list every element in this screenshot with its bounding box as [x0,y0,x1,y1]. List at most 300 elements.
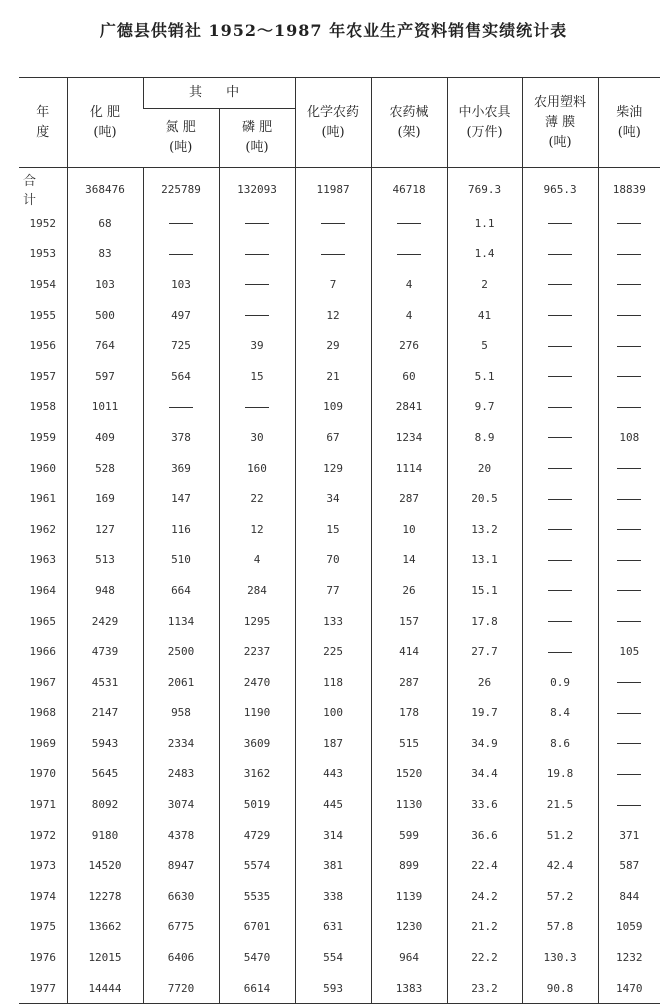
cell-year: 1970 [29,767,56,781]
cell-phosphate [219,392,295,423]
cell-fertilizer: 9180 [67,820,143,851]
cell-phosphate: 22 [219,483,295,514]
cell-phosphate: 3162 [219,759,295,790]
empty-dash [548,652,572,653]
empty-dash [245,315,269,316]
empty-dash [617,407,641,408]
empty-dash [548,468,572,469]
empty-dash [169,223,193,224]
cell-pesticide: 12 [295,300,371,331]
empty-dash [397,254,421,255]
cell-nitrogen: 725 [143,330,219,361]
cell-small-tools: 5.1 [447,361,522,392]
cell-nitrogen [143,239,219,270]
cell-year: 1975 [29,920,56,934]
cell-year: 1959 [29,430,56,444]
cell-diesel [598,361,660,392]
sales-statistics-table [19,77,660,1004]
table-title: 广德县供销社 1952～1987 年农业生产资料销售实绩统计表 [99,21,568,40]
cell-fertilizer: 409 [67,422,143,453]
cell-sprayer [371,208,447,239]
cell-sprayer: 515 [371,728,447,759]
cell-plastic-film [522,208,598,239]
cell-year: 1969 [29,736,56,750]
empty-dash [548,407,572,408]
cell-plastic-film: 19.8 [522,759,598,790]
cell-year: 1955 [29,308,56,322]
cell-fertilizer: 368476 [67,168,143,209]
cell-plastic-film [522,483,598,514]
cell-pesticide: 593 [295,973,371,1004]
cell-phosphate: 30 [219,422,295,453]
cell-plastic-film [522,636,598,667]
table-row [19,545,660,576]
cell-nitrogen: 225789 [143,168,219,209]
cell-plastic-film: 965.3 [522,168,598,209]
table-row [19,636,660,667]
cell-year: 1952 [29,216,56,230]
header-of-which: 其 中 [143,78,295,109]
empty-dash [169,407,193,408]
empty-dash [548,315,572,316]
cell-diesel [598,483,660,514]
cell-nitrogen: 369 [143,453,219,484]
cell-pesticide: 225 [295,636,371,667]
cell-year: 1963 [29,553,56,567]
cell-diesel: 1470 [598,973,660,1004]
cell-fertilizer: 127 [67,514,143,545]
cell-diesel [598,606,660,637]
table-row [19,300,660,331]
cell-pesticide [295,208,371,239]
cell-nitrogen: 1134 [143,606,219,637]
cell-small-tools: 20.5 [447,483,522,514]
cell-phosphate: 5470 [219,942,295,973]
cell-phosphate: 284 [219,575,295,606]
cell-sprayer: 899 [371,850,447,881]
cell-plastic-film [522,545,598,576]
table-body [19,168,660,1004]
cell-plastic-film [522,269,598,300]
cell-phosphate: 12 [219,514,295,545]
cell-sprayer: 1139 [371,881,447,912]
table-row [19,728,660,759]
cell-small-tools: 27.7 [447,636,522,667]
empty-dash [169,254,193,255]
empty-dash [397,223,421,224]
cell-pesticide: 29 [295,330,371,361]
cell-small-tools: 22.2 [447,942,522,973]
cell-phosphate: 15 [219,361,295,392]
empty-dash [548,621,572,622]
cell-sprayer: 4 [371,300,447,331]
empty-dash [548,499,572,500]
empty-dash [321,254,345,255]
cell-nitrogen: 4378 [143,820,219,851]
cell-year: 1974 [29,889,56,903]
empty-dash [617,529,641,530]
cell-diesel: 108 [598,422,660,453]
cell-fertilizer: 764 [67,330,143,361]
empty-dash [617,468,641,469]
cell-year: 1972 [29,828,56,842]
table-row [19,667,660,698]
table-row [19,850,660,881]
cell-year: 1977 [19,973,67,1004]
cell-diesel [598,239,660,270]
header-year: 年 度 [19,78,67,168]
cell-fertilizer: 13662 [67,912,143,943]
table-row [19,575,660,606]
cell-diesel [598,514,660,545]
empty-dash [617,223,641,224]
cell-pesticide: 11987 [295,168,371,209]
header-sprayer: 农药械 (架) [371,78,447,168]
cell-pesticide: 314 [295,820,371,851]
cell-fertilizer: 68 [67,208,143,239]
cell-plastic-film: 8.6 [522,728,598,759]
empty-dash [548,590,572,591]
cell-year: 1961 [29,492,56,506]
table-row [19,606,660,637]
cell-year: 1966 [29,645,56,659]
cell-pesticide: 554 [295,942,371,973]
empty-dash [617,376,641,377]
table-row [19,453,660,484]
cell-nitrogen: 6775 [143,912,219,943]
cell-year: 1956 [29,339,56,353]
cell-plastic-film [522,575,598,606]
cell-year: 1976 [29,951,56,965]
table-row [19,698,660,729]
table-row [19,759,660,790]
cell-nitrogen: 116 [143,514,219,545]
cell-pesticide: 445 [295,789,371,820]
cell-fertilizer: 4531 [67,667,143,698]
cell-pesticide: 70 [295,545,371,576]
cell-year: 1962 [29,522,56,536]
empty-dash [617,621,641,622]
cell-plastic-film [522,300,598,331]
cell-phosphate: 5535 [219,881,295,912]
cell-sprayer: 1230 [371,912,447,943]
cell-diesel: 18839 [598,168,660,209]
cell-small-tools: 24.2 [447,881,522,912]
empty-dash [548,284,572,285]
cell-fertilizer: 169 [67,483,143,514]
cell-pesticide: 118 [295,667,371,698]
header-nitrogen: 氮 肥 (吨) [143,109,219,168]
cell-fertilizer: 5645 [67,759,143,790]
empty-dash [548,437,572,438]
cell-sprayer: 26 [371,575,447,606]
cell-phosphate [219,239,295,270]
empty-dash [548,223,572,224]
cell-fertilizer: 12015 [67,942,143,973]
cell-pesticide: 631 [295,912,371,943]
cell-year: 1971 [29,798,56,812]
header-plastic-film: 农用塑料 薄 膜 (吨) [522,78,598,168]
cell-plastic-film [522,330,598,361]
cell-sprayer: 4 [371,269,447,300]
cell-nitrogen: 6630 [143,881,219,912]
cell-year: 1953 [29,247,56,261]
table-row [19,483,660,514]
cell-diesel: 371 [598,820,660,851]
table-row [19,942,660,973]
cell-small-tools: 22.4 [447,850,522,881]
cell-fertilizer: 1011 [67,392,143,423]
cell-nitrogen: 6406 [143,942,219,973]
cell-small-tools: 2 [447,269,522,300]
cell-fertilizer: 8092 [67,789,143,820]
cell-sprayer: 2841 [371,392,447,423]
cell-pesticide [295,239,371,270]
cell-pesticide: 21 [295,361,371,392]
table-row [19,912,660,943]
cell-phosphate [219,208,295,239]
cell-pesticide: 100 [295,698,371,729]
cell-nitrogen [143,392,219,423]
cell-plastic-film [522,606,598,637]
table-row [19,330,660,361]
empty-dash [548,376,572,377]
cell-pesticide: 7 [295,269,371,300]
cell-diesel [598,728,660,759]
cell-small-tools: 33.6 [447,789,522,820]
cell-sprayer: 1130 [371,789,447,820]
empty-dash [548,346,572,347]
cell-year: 1967 [29,675,56,689]
cell-phosphate: 2237 [219,636,295,667]
cell-diesel [598,208,660,239]
cell-pesticide: 109 [295,392,371,423]
table-row [19,208,660,239]
cell-small-tools: 5 [447,330,522,361]
cell-sprayer: 46718 [371,168,447,209]
cell-sprayer: 14 [371,545,447,576]
cell-phosphate: 5019 [219,789,295,820]
cell-phosphate [219,269,295,300]
cell-nitrogen: 958 [143,698,219,729]
empty-dash [617,805,641,806]
header-diesel: 柴油 (吨) [598,78,660,168]
cell-fertilizer: 12278 [67,881,143,912]
cell-diesel: 105 [598,636,660,667]
empty-dash [617,346,641,347]
cell-sprayer: 414 [371,636,447,667]
cell-year: 合 计 [23,174,49,208]
cell-small-tools: 8.9 [447,422,522,453]
empty-dash [548,560,572,561]
cell-pesticide: 15 [295,514,371,545]
empty-dash [617,774,641,775]
cell-pesticide: 77 [295,575,371,606]
cell-fertilizer: 528 [67,453,143,484]
cell-small-tools: 34.9 [447,728,522,759]
cell-phosphate: 2470 [219,667,295,698]
cell-plastic-film: 57.2 [522,881,598,912]
cell-year: 1957 [29,369,56,383]
table-row [19,269,660,300]
cell-small-tools: 13.2 [447,514,522,545]
cell-fertilizer: 4739 [67,636,143,667]
cell-nitrogen: 564 [143,361,219,392]
cell-plastic-film: 51.2 [522,820,598,851]
cell-diesel [598,575,660,606]
cell-nitrogen: 147 [143,483,219,514]
cell-year: 1954 [29,277,56,291]
table-row [19,514,660,545]
cell-diesel: 587 [598,850,660,881]
cell-small-tools: 41 [447,300,522,331]
cell-year: 1964 [29,583,56,597]
cell-plastic-film: 21.5 [522,789,598,820]
cell-diesel [598,545,660,576]
cell-plastic-film [522,392,598,423]
cell-plastic-film [522,514,598,545]
cell-phosphate: 6614 [219,973,295,1004]
cell-pesticide: 34 [295,483,371,514]
cell-fertilizer: 2147 [67,698,143,729]
cell-fertilizer: 5943 [67,728,143,759]
cell-fertilizer: 14520 [67,850,143,881]
cell-pesticide: 338 [295,881,371,912]
cell-plastic-film: 90.8 [522,973,598,1004]
empty-dash [617,590,641,591]
header-phosphate: 磷 肥 (吨) [219,109,295,168]
cell-sprayer: 287 [371,667,447,698]
cell-nitrogen [143,208,219,239]
empty-dash [617,560,641,561]
empty-dash [617,499,641,500]
cell-pesticide: 67 [295,422,371,453]
cell-small-tools: 36.6 [447,820,522,851]
cell-small-tools: 26 [447,667,522,698]
empty-dash [245,407,269,408]
cell-nitrogen: 2483 [143,759,219,790]
cell-sprayer: 157 [371,606,447,637]
cell-sprayer: 1114 [371,453,447,484]
cell-phosphate: 5574 [219,850,295,881]
cell-nitrogen: 497 [143,300,219,331]
cell-small-tools: 769.3 [447,168,522,209]
cell-nitrogen: 103 [143,269,219,300]
cell-diesel [598,269,660,300]
cell-pesticide: 187 [295,728,371,759]
table-row [19,239,660,270]
cell-small-tools: 1.1 [447,208,522,239]
cell-plastic-film: 130.3 [522,942,598,973]
table-row [19,422,660,453]
cell-plastic-film [522,422,598,453]
cell-fertilizer: 14444 [67,973,143,1004]
cell-phosphate: 1190 [219,698,295,729]
table-row [19,973,660,1004]
empty-dash [245,284,269,285]
cell-small-tools: 34.4 [447,759,522,790]
cell-sprayer: 178 [371,698,447,729]
empty-dash [617,682,641,683]
cell-diesel [598,667,660,698]
cell-nitrogen: 378 [143,422,219,453]
cell-small-tools: 20 [447,453,522,484]
cell-fertilizer: 948 [67,575,143,606]
cell-year: 1958 [29,400,56,414]
cell-year: 1968 [29,706,56,720]
cell-nitrogen: 3074 [143,789,219,820]
table-row [19,820,660,851]
cell-nitrogen: 664 [143,575,219,606]
cell-diesel [598,698,660,729]
header-pesticide: 化学农药 (吨) [295,78,371,168]
cell-plastic-film: 0.9 [522,667,598,698]
cell-sprayer: 60 [371,361,447,392]
cell-diesel [598,330,660,361]
table-row [19,392,660,423]
cell-small-tools: 15.1 [447,575,522,606]
cell-diesel [598,300,660,331]
cell-small-tools: 1.4 [447,239,522,270]
cell-plastic-film [522,453,598,484]
header-fertilizer: 化 肥 (吨) [67,78,143,168]
cell-small-tools: 19.7 [447,698,522,729]
cell-diesel [598,392,660,423]
cell-plastic-film: 42.4 [522,850,598,881]
cell-sprayer: 1383 [371,973,447,1004]
empty-dash [548,529,572,530]
cell-phosphate: 4729 [219,820,295,851]
cell-year: 1965 [29,614,56,628]
cell-sprayer: 276 [371,330,447,361]
cell-diesel [598,453,660,484]
cell-small-tools: 17.8 [447,606,522,637]
cell-phosphate: 4 [219,545,295,576]
cell-plastic-film: 57.8 [522,912,598,943]
cell-phosphate [219,300,295,331]
cell-nitrogen: 7720 [143,973,219,1004]
cell-sprayer: 1234 [371,422,447,453]
cell-diesel [598,759,660,790]
cell-pesticide: 381 [295,850,371,881]
cell-plastic-film: 8.4 [522,698,598,729]
cell-phosphate: 1295 [219,606,295,637]
cell-sprayer: 287 [371,483,447,514]
cell-small-tools: 23.2 [447,973,522,1004]
empty-dash [617,315,641,316]
empty-dash [617,254,641,255]
cell-phosphate: 6701 [219,912,295,943]
empty-dash [245,254,269,255]
cell-nitrogen: 2334 [143,728,219,759]
cell-diesel [598,789,660,820]
cell-sprayer: 10 [371,514,447,545]
cell-fertilizer: 103 [67,269,143,300]
cell-sprayer: 964 [371,942,447,973]
cell-fertilizer: 500 [67,300,143,331]
table-row [19,881,660,912]
cell-phosphate: 160 [219,453,295,484]
cell-sprayer [371,239,447,270]
empty-dash [617,713,641,714]
cell-nitrogen: 2500 [143,636,219,667]
cell-year: 1973 [29,859,56,873]
cell-fertilizer: 513 [67,545,143,576]
empty-dash [617,284,641,285]
cell-diesel: 1059 [598,912,660,943]
table-row [19,789,660,820]
cell-sprayer: 1520 [371,759,447,790]
